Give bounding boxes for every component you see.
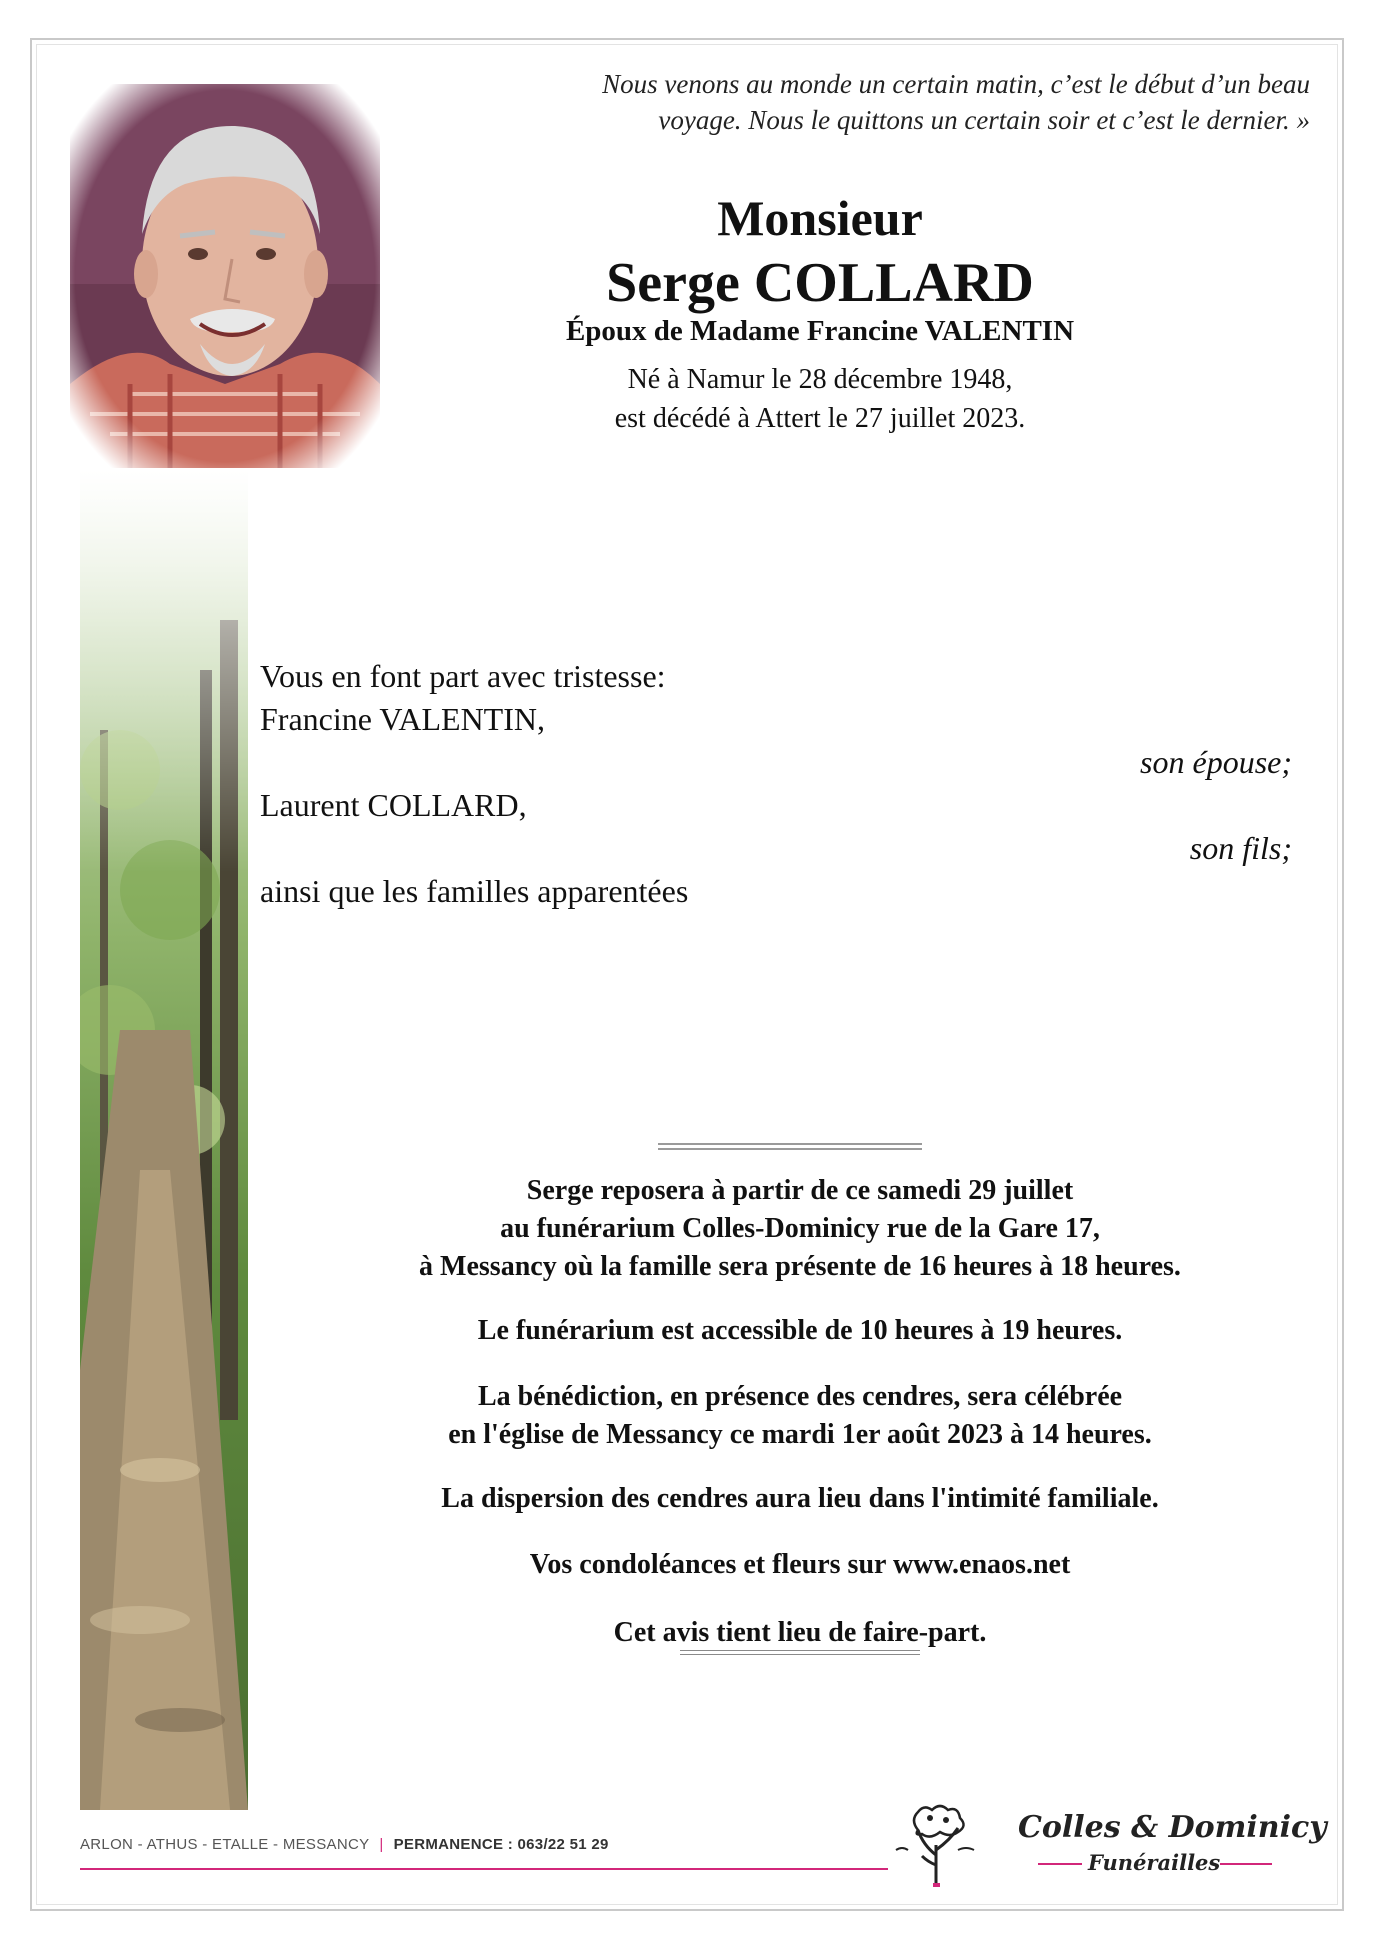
footer-contact bbox=[80, 1836, 609, 1853]
deceased-name: Serge COLLARD bbox=[606, 252, 1034, 314]
opening-quote bbox=[470, 66, 1310, 138]
notice-line: Cet avis tient lieu de faire-part. bbox=[613, 1617, 987, 1648]
family-section bbox=[260, 655, 1300, 913]
family-member-name: Francine VALENTIN, bbox=[260, 701, 545, 737]
life-dates bbox=[500, 360, 1140, 438]
footer-accent-line bbox=[80, 1868, 888, 1870]
section-divider bbox=[658, 1143, 922, 1150]
company-subtitle: Funérailles bbox=[1088, 1850, 1221, 1875]
ashes-info: La dispersion des cendres aura lieu dans l'intimité familiale. bbox=[441, 1483, 1159, 1514]
visitation-line-3: à Messancy où la famille sera présente de 16 heures à 18 heures. bbox=[419, 1251, 1181, 1282]
death-line: est décédé à Attert le 27 juillet 2023. bbox=[614, 403, 1026, 434]
family-intro: Vous en font part avec tristesse: bbox=[260, 658, 666, 694]
footer-permanence: PERMANENCE : 063/22 51 29 bbox=[393, 1836, 609, 1853]
visitation-info bbox=[310, 1172, 1290, 1286]
logo-accent-right bbox=[1220, 1863, 1272, 1865]
company-logo bbox=[888, 1790, 1327, 1890]
family-member-relation: son épouse; bbox=[1140, 744, 1292, 780]
company-name: Colles & Dominicy bbox=[1018, 1810, 1327, 1845]
family-member-name: Laurent COLLARD, bbox=[260, 787, 527, 823]
logo-accent-left bbox=[1038, 1863, 1082, 1865]
ceremony-line-2: en l'église de Messancy ce mardi 1er août 2023 à 14 heures. bbox=[448, 1419, 1152, 1450]
family-member-relation: son fils; bbox=[1189, 830, 1292, 866]
deceased-title: Monsieur bbox=[717, 190, 923, 246]
footer-locations: ARLON - ATHUS - ETALLE - MESSANCY bbox=[80, 1836, 370, 1853]
visitation-line-2: au funérarium Colles-Dominicy rue de la Gare 17, bbox=[500, 1213, 1100, 1244]
quote-line-2: voyage. Nous le quittons un certain soir et c’est le dernier. » bbox=[658, 105, 1310, 135]
ceremony-line-1: La bénédiction, en présence des cendres, sera célébrée bbox=[477, 1381, 1123, 1412]
visitation-line-1: Serge reposera à partir de ce samedi 29 juillet bbox=[526, 1175, 1074, 1206]
quote-line-1: Nous venons au monde un certain matin, c’est le début d’un beau bbox=[602, 69, 1310, 99]
condolences-info: Vos condoléances et fleurs sur www.enaos.net bbox=[529, 1549, 1071, 1580]
opening-hours: Le funérarium est accessible de 10 heures à 19 heures. bbox=[477, 1315, 1123, 1346]
portrait-photo bbox=[70, 84, 380, 468]
footer-separator: | bbox=[379, 1836, 384, 1853]
family-closing: ainsi que les familles apparentées bbox=[260, 873, 689, 909]
birth-line: Né à Namur le 28 décembre 1948, bbox=[627, 364, 1013, 395]
forest-path-image bbox=[80, 470, 248, 1810]
notice-divider bbox=[680, 1650, 920, 1655]
ceremony-info bbox=[310, 1378, 1290, 1454]
spouse-line: Époux de Madame Francine VALENTIN bbox=[565, 315, 1075, 347]
tree-logo-icon bbox=[888, 1790, 988, 1890]
